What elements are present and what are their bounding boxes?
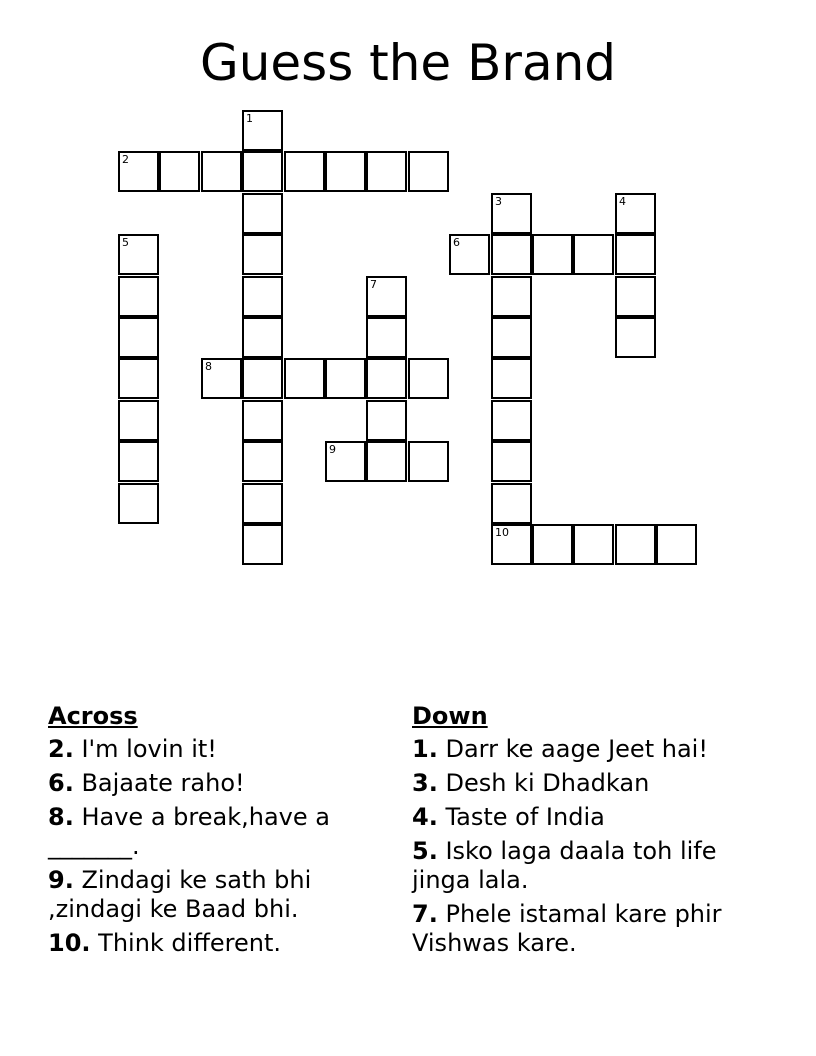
clue-across-2: 2. I'm lovin it!	[48, 735, 217, 763]
grid-cell[interactable]	[242, 317, 283, 358]
grid-cell[interactable]	[366, 441, 407, 482]
grid-cell[interactable]	[242, 110, 283, 151]
grid-cell[interactable]	[366, 400, 407, 441]
grid-cell[interactable]	[615, 193, 656, 234]
grid-cell[interactable]	[118, 317, 159, 358]
down-clues	[412, 702, 772, 963]
clue-down-3: 3. Desh ki Dhadkan	[412, 769, 650, 797]
grid-cell[interactable]	[201, 151, 242, 192]
cell-number: 8	[205, 360, 212, 373]
grid-cell[interactable]	[615, 524, 656, 565]
grid-cell[interactable]	[366, 317, 407, 358]
grid-cell[interactable]	[491, 524, 532, 565]
clue-down-1: 1. Darr ke aage Jeet hai!	[412, 735, 708, 763]
grid-cell[interactable]	[491, 276, 532, 317]
grid-cell[interactable]	[491, 483, 532, 524]
cell-number: 5	[122, 236, 129, 249]
grid-cell[interactable]	[242, 234, 283, 275]
grid-cell[interactable]	[366, 358, 407, 399]
cell-number: 10	[495, 526, 509, 539]
cell-number: 4	[619, 195, 626, 208]
grid-cell[interactable]	[449, 234, 490, 275]
grid-cell[interactable]	[573, 524, 614, 565]
grid-cell[interactable]	[573, 234, 614, 275]
clue-down-4: 4. Taste of India	[412, 803, 605, 831]
cell-number: 7	[370, 278, 377, 291]
grid-cell[interactable]	[491, 400, 532, 441]
grid-cell[interactable]	[491, 358, 532, 399]
clue-down-5: 5. Isko laga daala toh life jinga lala.	[412, 837, 717, 894]
clue-down-7: 7. Phele istamal kare phir Vishwas kare.	[412, 900, 722, 957]
grid-cell[interactable]	[491, 193, 532, 234]
grid-cell[interactable]	[242, 193, 283, 234]
cell-number: 3	[495, 195, 502, 208]
grid-cell[interactable]	[118, 234, 159, 275]
grid-cell[interactable]	[118, 358, 159, 399]
grid-cell[interactable]	[408, 358, 449, 399]
grid-cell[interactable]	[284, 151, 325, 192]
grid-cell[interactable]	[284, 358, 325, 399]
cell-number: 1	[246, 112, 253, 125]
grid-cell[interactable]	[366, 151, 407, 192]
grid-cell[interactable]	[615, 234, 656, 275]
grid-cell[interactable]	[118, 400, 159, 441]
grid-cell[interactable]	[532, 524, 573, 565]
grid-cell[interactable]	[491, 441, 532, 482]
grid-cell[interactable]	[615, 276, 656, 317]
grid-cell[interactable]	[532, 234, 573, 275]
across-heading: Across	[48, 702, 138, 730]
cell-number: 6	[453, 236, 460, 249]
grid-cell[interactable]	[201, 358, 242, 399]
cell-number: 9	[329, 443, 336, 456]
grid-cell[interactable]	[408, 441, 449, 482]
grid-cell[interactable]	[242, 276, 283, 317]
grid-cell[interactable]	[242, 483, 283, 524]
grid-cell[interactable]	[118, 441, 159, 482]
grid-cell[interactable]	[491, 317, 532, 358]
grid-cell[interactable]	[325, 441, 366, 482]
grid-cell[interactable]	[242, 441, 283, 482]
grid-cell[interactable]	[242, 524, 283, 565]
clue-across-9: 9. Zindagi ke sath bhi ,zindagi ke Baad bhi.	[48, 866, 312, 923]
grid-cell[interactable]	[656, 524, 697, 565]
grid-cell[interactable]	[366, 276, 407, 317]
grid-cell[interactable]	[325, 358, 366, 399]
grid-cell[interactable]	[242, 358, 283, 399]
puzzle-title: Guess the Brand	[199, 34, 617, 92]
grid-cell[interactable]	[325, 151, 366, 192]
clue-across-8: 8. Have a break,have a _______.	[48, 803, 330, 860]
grid-cell[interactable]	[118, 483, 159, 524]
down-heading: Down	[412, 702, 488, 730]
grid-cell[interactable]	[118, 276, 159, 317]
cell-number: 2	[122, 153, 129, 166]
grid-cell[interactable]	[491, 234, 532, 275]
clue-across-6: 6. Bajaate raho!	[48, 769, 245, 797]
grid-cell[interactable]	[242, 400, 283, 441]
across-clues	[48, 702, 378, 963]
grid-cell[interactable]	[118, 151, 159, 192]
clue-across-10: 10. Think different.	[48, 929, 281, 957]
grid-cell[interactable]	[615, 317, 656, 358]
grid-cell[interactable]	[159, 151, 200, 192]
grid-cell[interactable]	[242, 151, 283, 192]
grid-cell[interactable]	[408, 151, 449, 192]
